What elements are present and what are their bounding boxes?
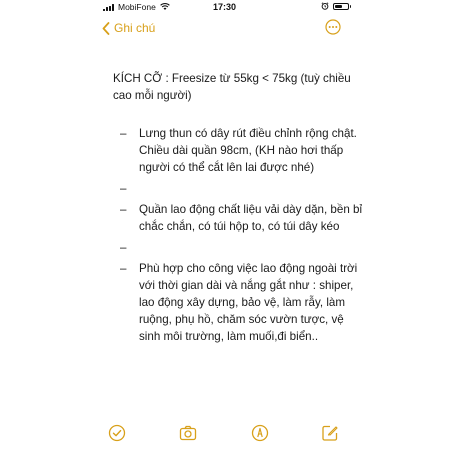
note-heading: KÍCH CỠ : Freesize từ 55kg < 75kg (tuỳ chiều cao mỗi người) [113,72,351,102]
list-item [113,260,363,345]
note-body[interactable] [113,70,363,349]
bullet-dash: – [120,203,127,216]
bullet-dash: – [120,241,127,254]
markup-pen-icon [253,426,268,441]
list-item [113,125,363,176]
chevron-left-icon [102,22,110,35]
nav-bar [0,18,449,42]
camera-button[interactable] [179,424,197,442]
bullet-dash: – [120,262,127,275]
carrier-label: MobiFone [118,2,156,12]
list-item-text: Lưng thun có dây rút điều chỉnh rộng chật. Chiều dài quần 98cm, (KH nào hơi thấp người có thể cắt lên lai được nhé) [139,127,357,174]
checklist-icon [110,426,125,441]
status-time: 17:30 [212,2,237,12]
battery-fill [335,5,342,8]
compose-icon [323,427,337,441]
note-list [113,125,363,345]
compose-button[interactable] [321,424,339,442]
markup-button[interactable] [251,424,269,442]
alarm-icon [321,2,329,10]
ellipsis-circle-icon [326,20,340,34]
status-right [321,2,349,10]
back-button[interactable] [102,21,155,35]
more-options-button[interactable] [325,19,341,35]
list-item [113,201,363,235]
list-item-text: Quần lao động chất liệu vải dày dặn, bền bỉ chắc chắn, có túi hộp to, có túi dây kéo [139,203,363,233]
bullet-dash: – [120,127,127,140]
bullet-dash: – [120,182,127,195]
list-item [113,180,363,197]
checklist-button[interactable] [108,424,126,442]
battery-icon [333,3,349,10]
back-label: Ghi chú [114,21,156,35]
camera-icon [181,427,196,440]
list-item [113,239,363,256]
status-bar [0,0,449,14]
list-item-text: Phù hợp cho công việc lao động ngoài trời với thời gian dài và nắng gắt như : shiper, lao động xây dựng, bảo vệ, làm rẫy, làm ruộng, phụ hồ, chăm sóc vườn tược, vệ sinh môi trường, làm muối,đi biển.. [139,262,358,343]
bottom-toolbar [0,424,449,444]
